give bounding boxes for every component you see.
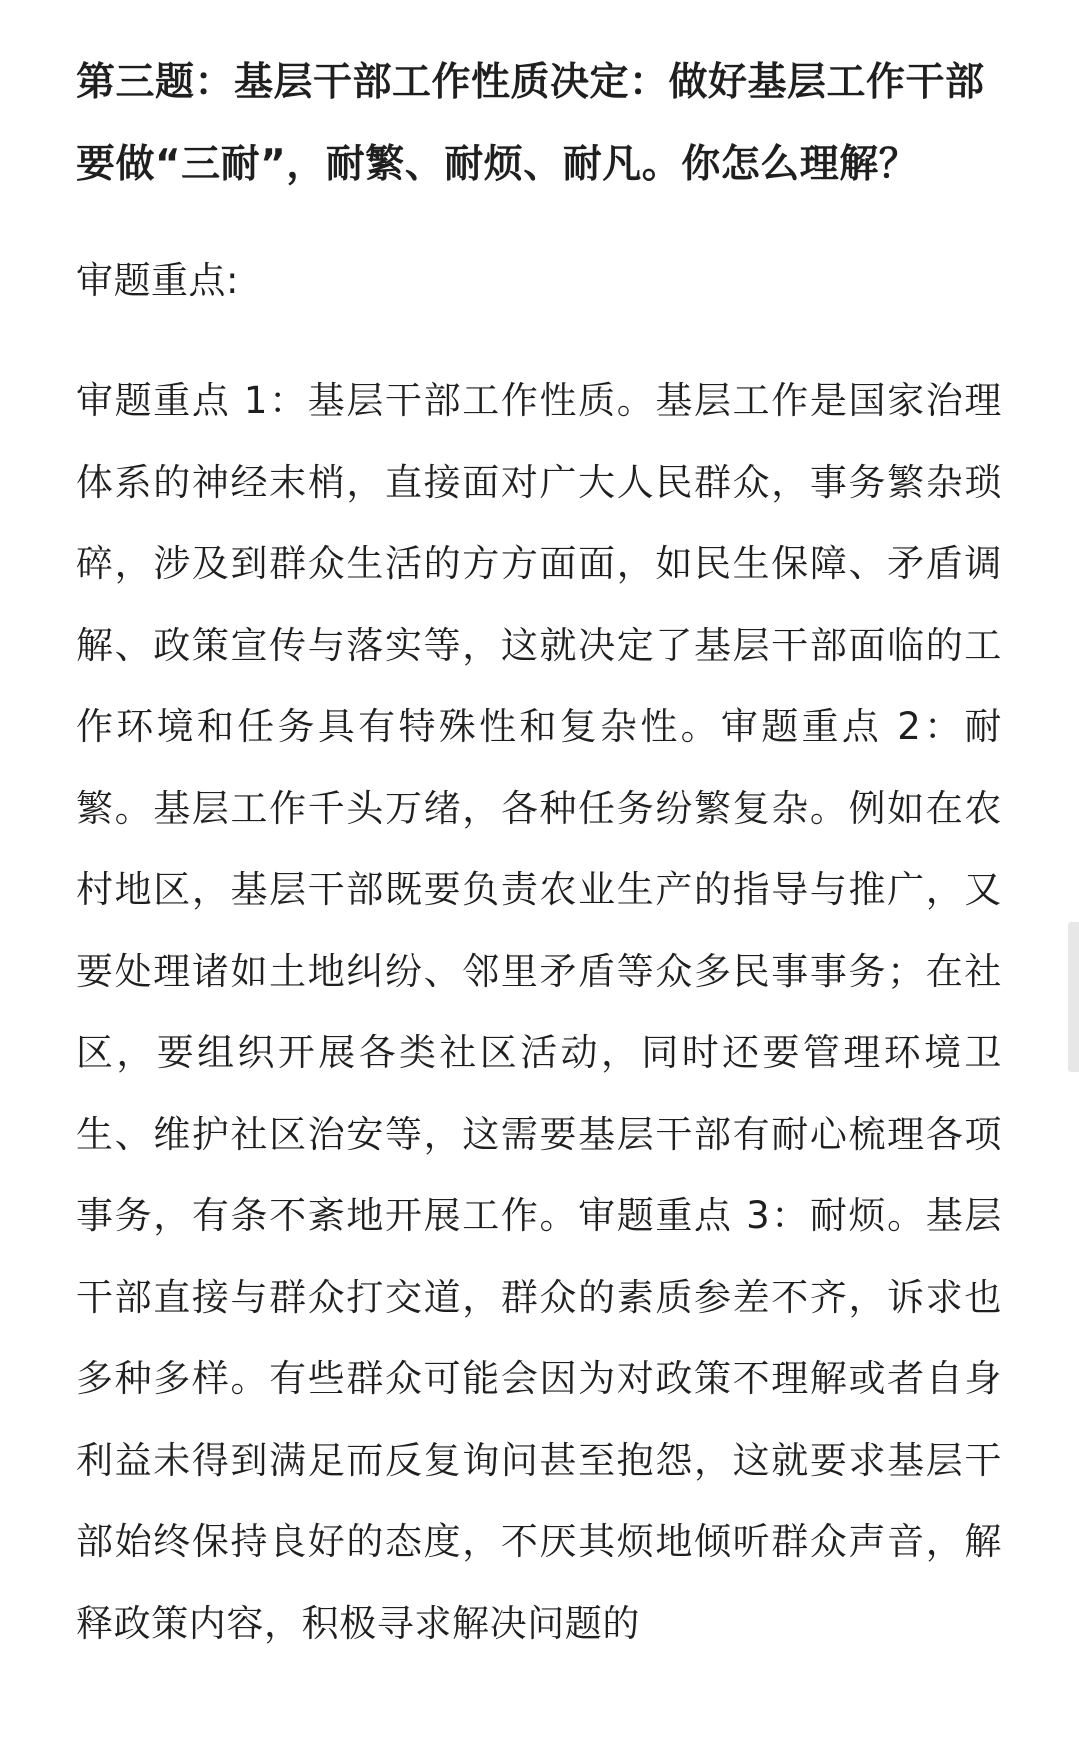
analysis-paragraph: 审题重点 1：基层干部工作性质。基层工作是国家治理体系的神经末梢，直接面对广大人民群众，事务繁杂琐碎，涉及到群众生活的方方面面，如民生保障、矛盾调解、政策宣传与落实等，这就决定了基层干部面临的工作环境和任务具有特殊性和复杂性。审题重点 2：耐繁。基层工作千头万绪，各种任务纷繁复杂。例如在农村地区，基层干部既要负责农业生产的指导与推广，又要处理诸如土地纠纷、邻里矛盾等众多民事事务；在社区，要组织开展各类社区活动，同时还要管理环境卫生、维护社区治安等，这需要基层干部有耐心梳理各项事务，有条不紊地开展工作。审题重点 3：耐烦。基层干部直接与群众打交道，群众的素质参差不齐，诉求也多种多样。有些群众可能会因为对政策不理解或者自身利益未得到满足而反复询问甚至抱怨，这就要求基层干部始终保持良好的态度，不厌其烦地倾听群众声音，解释政策内容，积极寻求解决问题的 [76, 379, 1002, 1645]
question-title: 第三题：基层干部工作性质决定：做好基层工作干部要做“三耐”，耐繁、耐烦、耐凡。你怎么理解？ [76, 60, 985, 187]
section-label: 审题重点: [76, 259, 239, 302]
scrollbar-thumb[interactable] [1068, 922, 1079, 1072]
article [76, 42, 1002, 1664]
